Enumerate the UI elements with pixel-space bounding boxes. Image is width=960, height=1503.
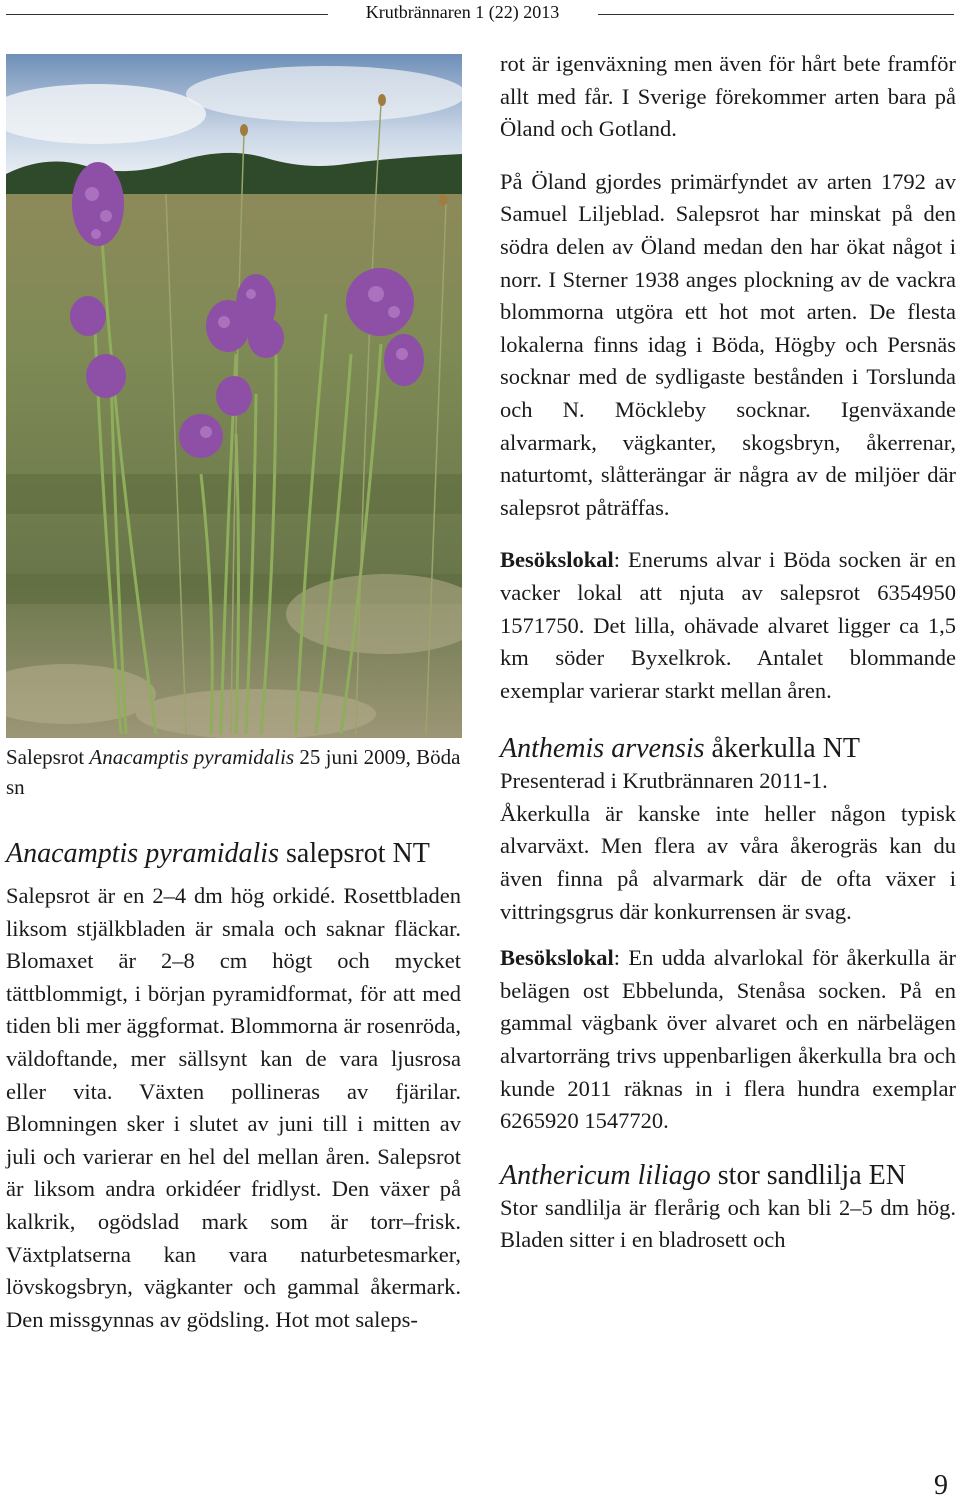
right-p6: Stor sandlilja är flerårig och kan bli 2–5 dm hög. Bladen sitter i en bladrosett och [500, 1194, 956, 1253]
species2-name: åkerkulla NT [711, 733, 861, 765]
visit-text-2: : En udda alvarlokal för åkerkulla är belägen ost Ebbelunda, Stenåsa socken. På en gammal vägbank över alvaret och en närbelägen alvartorräng trivs uppenbarligen åkerkulla bra och kunde 2011 räknas in i flera hundra exemplar 6265920 1547720. [500, 945, 956, 1134]
caption-rest: 25 juni 2009, Böda sn [6, 745, 461, 799]
species2-sub: Presenterad i Krutbrännaren 2011-1. [500, 768, 828, 794]
journal-header: Krutbrännaren 1 (22) 2013 [330, 2, 595, 23]
species3-latin: Anthericum liliago [500, 1159, 711, 1191]
orchid-photo [6, 54, 462, 738]
visit-label-2: Besökslokal [500, 945, 614, 971]
right-column [500, 48, 956, 1257]
header-rule-right [598, 14, 954, 15]
species2-latin: Anthemis arvensis [500, 733, 705, 765]
right-p5 [500, 942, 956, 1138]
left-column [6, 838, 461, 1336]
header-rule-left [6, 14, 328, 15]
visit-text-1: : Enerums alvar i Böda socken är en vacker lokal att njuta av salepsrot 6354950 1571750. Det lilla, ohävade alvaret ligger ca 1,5 km söder Byxelkrok. Antalet blommande exemplar varierar starkt mellan åren. [500, 547, 956, 703]
caption-latin: Anacamptis pyramidalis [89, 745, 295, 769]
page-number: 9 [934, 1470, 948, 1501]
species3-heading [500, 1160, 956, 1192]
species1-latin: Anacamptis pyramidalis [6, 838, 279, 869]
visit-label-1: Besökslokal [500, 547, 614, 573]
species1-name: salepsrot NT [286, 838, 430, 869]
species3-name: stor sandlilja EN [717, 1159, 906, 1191]
right-p1: rot är igenväxning men även för hårt bete framför allt med får. I Sverige förekommer arten bara på Öland och Gotland. [500, 51, 956, 142]
species2-heading [500, 733, 956, 765]
species1-text: Salepsrot är en 2–4 dm hög orkidé. Rosettbladen liksom stjälkbladen är smala och saknar fläckar. Blomaxet är 2–8 cm högt och mycket tättblommigt, i början pyramidformat, för att med tiden bli mer äggformat. Blommorna är rosenröda, väldoftande, mer sällsynt kan de vara ljusrosa eller vita. Växten pollineras av fjärilar. Blomningen sker i slutet av juni till i mitten av juli och varierar en hel del mellan åren. Salepsrot är liksom andra orkidéer fridlyst. Den växer på kalkrik, ogödslad mark som är torr–frisk. Växtplatserna kan vara naturbetesmarker, lövskogsbryn, vägkanter och gammal åkermark. Den missgynnas av gödsling. Hot mot saleps- [6, 883, 461, 1332]
caption-common: Salepsrot [6, 745, 85, 769]
right-p3 [500, 544, 956, 707]
right-p2: På Öland gjordes primärfyndet av arten 1792 av Samuel Liljeblad. Salepsrot har minskat på den södra delen av Öland medan den har ökat något i norr. I Sterner 1938 anges plockning av de vackra blommorna utgöra ett hot mot arten. De flesta lokalerna finns idag i Böda, Högby och Persnäs socknar med de sydligaste bestånden i Torslunda och N. Möckleby socknar. Igenväxande alvarmark, vägkanter, skogsbryn, åkerrenar, naturtomt, slåtterängar är några av de miljöer där salepsrot påträffas. [500, 168, 956, 520]
photo-caption [6, 742, 461, 802]
right-p4: Åkerkulla är kanske inte heller någon typisk alvarväxt. Men flera av våra åkerogräs kan du även finna på alvarmark där de ofta växer i vittringsgrus där konkurrensen är svag. [500, 800, 956, 924]
species1-heading [6, 838, 461, 870]
